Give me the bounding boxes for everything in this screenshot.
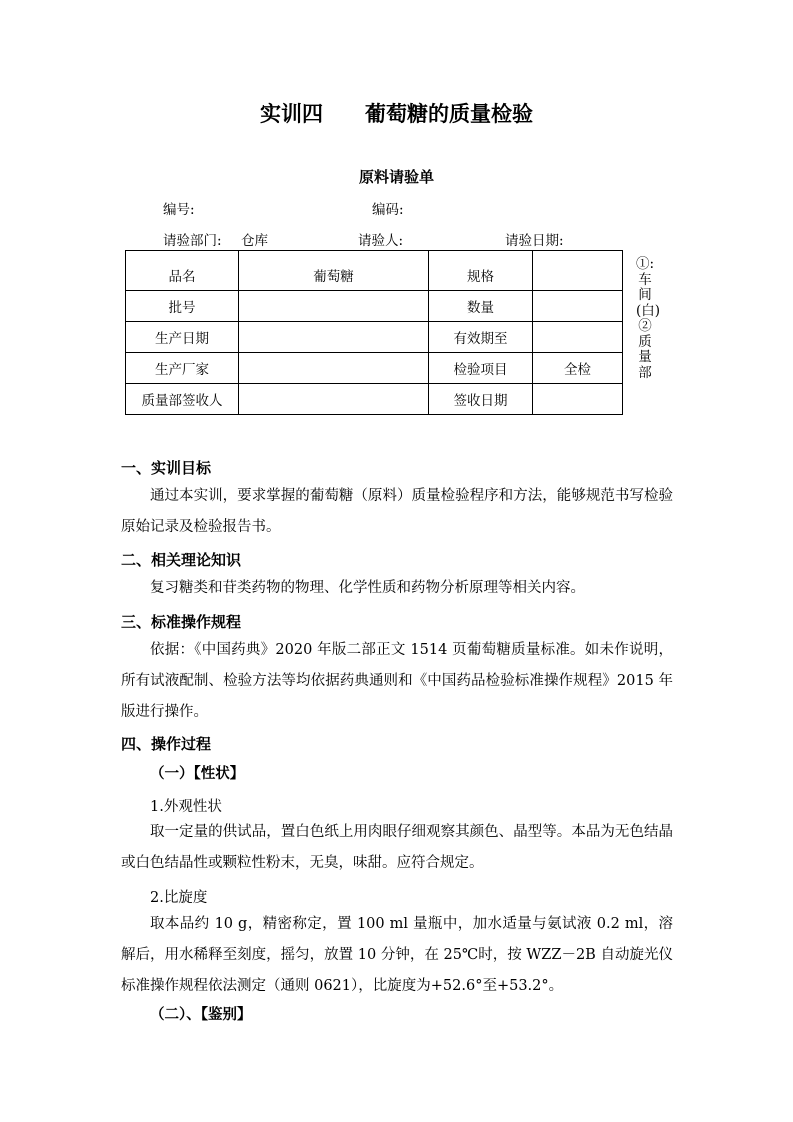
cell-label: 签收日期: [429, 384, 533, 415]
dept-label: 请验部门:: [163, 233, 222, 249]
code-label: 编码:: [372, 202, 404, 218]
serial-label: 编号:: [163, 202, 195, 218]
section-heading-theory: 二、相关理论知识: [121, 551, 242, 569]
cell-label: 品名: [126, 251, 239, 291]
cell-value: 全检: [533, 353, 623, 384]
item-heading-appearance: 1.外观性状: [150, 799, 222, 815]
section-heading-procedure: 三、标准操作规程: [121, 613, 242, 631]
cell-label: 批号: [126, 291, 239, 322]
cell-value: [239, 291, 429, 322]
copy-distribution-note: ①:车间(白)②质量部: [636, 256, 661, 381]
title-part-number: 实训四: [260, 102, 323, 126]
dept-value: 仓库: [241, 233, 268, 249]
requester-label: 请验人:: [358, 233, 404, 249]
title-part-name: 葡萄糖的质量检验: [365, 102, 533, 126]
cell-label: 生产厂家: [126, 353, 239, 384]
cell-value: [239, 353, 429, 384]
cell-label: 检验项目: [429, 353, 533, 384]
cell-value: [533, 291, 623, 322]
table-row: [126, 291, 623, 322]
table-row: [126, 353, 623, 384]
cell-value: 葡萄糖: [239, 251, 429, 291]
optical-rotation-text: 取本品约 10 g，精密称定，置 100 ml 量瓶中，加水适量与氨试液 0.2 ml，溶解后，用水稀释至刻度，摇匀，放置 10 分钟，在 25℃时，按 WZZ－2B 自动旋光仪标准操作规程依法测定（通则 0621），比旋度为+52.6°至+53.2°。: [121, 916, 673, 994]
item-heading-optical-rotation: 2.比旋度: [150, 890, 208, 906]
cell-value: [239, 322, 429, 353]
cell-value: [533, 251, 623, 291]
request-date-label: 请验日期:: [505, 233, 564, 249]
table-row: [126, 322, 623, 353]
cell-label: 有效期至: [429, 322, 533, 353]
form-heading: 原料请验单: [358, 168, 434, 186]
cell-value: [533, 322, 623, 353]
procedure-text: 依据：《中国药典》2020 年版二部正文 1514 页葡萄糖质量标准。如未作说明，所有试液配制、检验方法等均依据药典通则和《中国药品检验标准操作规程》2015 年版进行操作。: [121, 642, 673, 720]
request-form-table: [125, 250, 623, 415]
page-title: [0, 98, 793, 128]
cell-value: [239, 384, 429, 415]
cell-label: 数量: [429, 291, 533, 322]
section-heading-objectives: 一、实训目标: [121, 459, 212, 477]
section-heading-operation: 四、操作过程: [121, 735, 212, 753]
cell-label: 生产日期: [126, 322, 239, 353]
cell-label: 质量部签收人: [126, 384, 239, 415]
cell-label: 规格: [429, 251, 533, 291]
theory-text: 复习糖类和苷类药物的物理、化学性质和药物分析原理等相关内容。: [150, 580, 585, 596]
table-row: [126, 251, 623, 291]
table-row: [126, 384, 623, 415]
subsection-heading-identification: （二）、【鉴别】: [150, 1007, 252, 1023]
subsection-heading-properties: （一）【性状】: [150, 766, 245, 782]
objectives-text: 通过本实训，要求掌握的葡萄糖（原料）质量检验程序和方法，能够规范书写检验原始记录及检验报告书。: [121, 488, 673, 535]
cell-value: [533, 384, 623, 415]
appearance-text: 取一定量的供试品，置白色纸上用肉眼仔细观察其颜色、晶型等。本品为无色结晶或白色结晶性或颗粒性粉末，无臭，味甜。应符合规定。: [121, 824, 673, 871]
